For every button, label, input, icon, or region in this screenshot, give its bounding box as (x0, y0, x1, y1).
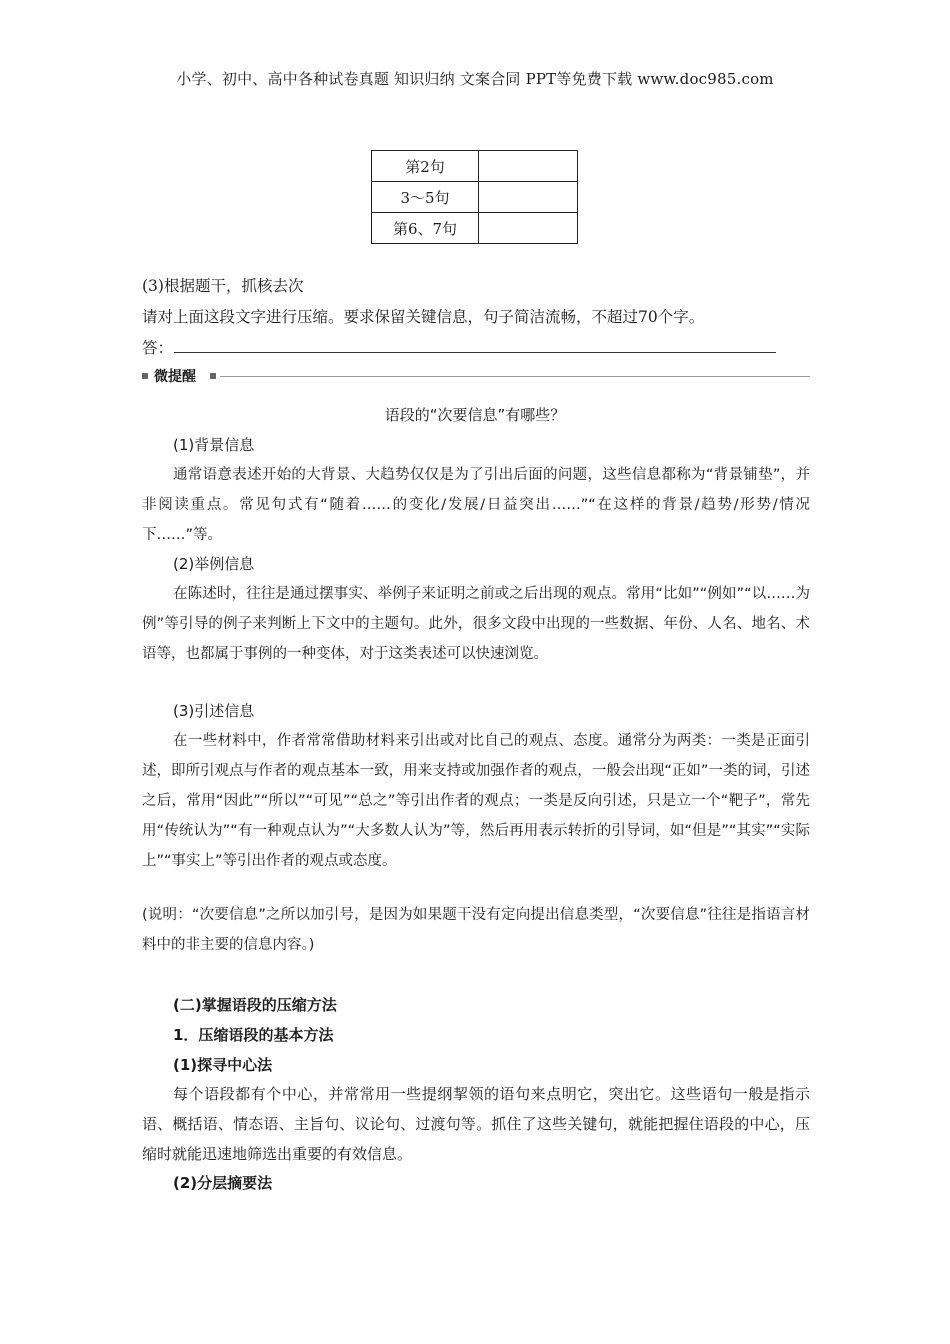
square-bullet-icon (142, 373, 148, 379)
section-2-title: (二)掌握语段的压缩方法 (173, 996, 337, 1014)
tip-section-1-text: 通常语意表述开始的大背景、大趋势仅仅是为了引出后面的问题，这些信息都称为“背景铺垫”，并非阅读重点。常见句式有“随着……的变化/发展/日益突出……”“在这样的背景/趋势/形势/情况下……”等。 (142, 467, 810, 543)
tip-section-3-title: (3)引述信息 (173, 702, 255, 720)
question-3-title: (3)根据题干，抓核去次 (142, 277, 304, 295)
table-cell-value (479, 151, 578, 182)
answer-line (174, 352, 776, 353)
tip-banner (142, 366, 810, 388)
answer-label: 答： (142, 339, 174, 357)
question-3-instruction: 请对上面这段文字进行压缩。要求保留关键信息，句子简洁流畅，不超过70个字。 (142, 308, 705, 326)
sentence-table (371, 150, 578, 244)
table-cell-label: 3～5句 (372, 182, 479, 213)
table-cell-label: 第6、7句 (372, 213, 479, 244)
tip-section-2-title: (2)举例信息 (173, 555, 255, 573)
square-bullet-icon (210, 373, 216, 379)
table-row (372, 182, 578, 213)
section-2-subtitle: 1．压缩语段的基本方法 (173, 1026, 334, 1044)
tip-note: (说明：“次要信息”之所以加引号，是因为如果题干没有定向提出信息类型，“次要信息”往往是指语言材料中的非主要的信息内容。) (142, 907, 810, 953)
table-row (372, 151, 578, 182)
table-row (372, 213, 578, 244)
tip-title: 语段的“次要信息”有哪些？ (384, 406, 566, 424)
page-header: 小学、初中、高中各种试卷真题 知识归纳 文案合同 PPT等免费下载 www.doc985.com (176, 70, 774, 88)
tip-section-1-title: (1)背景信息 (173, 436, 255, 454)
table-cell-value (479, 182, 578, 213)
table-cell-label: 第2句 (372, 151, 479, 182)
method-1-title: (1)探寻中心法 (173, 1056, 273, 1074)
divider (220, 376, 810, 377)
tip-section-3-text: 在一些材料中，作者常常借助材料来引出或对比自己的观点、态度。通常分为两类：一类是正面引述，即所引观点与作者的观点基本一致，用来支持或加强作者的观点，一般会出现“正如”一类的词，引述之后，常用“因此”“所以”“可见”“总之”等引出作者的观点；一类是反向引述，只是立一个“靶子”，常先用“传统认为”“有一种观点认为”“大多数人认为”等，然后再用表示转折的引导词，如“但是”“其实”“实际上”“事实上”等引出作者的观点或态度。 (142, 733, 810, 869)
tip-label: 微提醒 (154, 369, 196, 385)
tip-section-2-text: 在陈述时，往往是通过摆事实、举例子来证明之前或之后出现的观点。常用“比如”“例如”“以……为例”等引导的例子来判断上下文中的主题句。此外，很多文段中出现的一些数据、年份、人名、地名、术语等，也都属于事例的一种变体，对于这类表述可以快速浏览。 (142, 586, 810, 662)
method-2-title: (2)分层摘要法 (173, 1174, 273, 1192)
method-1-text: 每个语段都有个中心，并常常用一些提纲挈领的语句来点明它，突出它。这些语句一般是指示语、概括语、情态语、主旨句、议论句、过渡句等。抓住了这些关键句，就能把握住语段的中心，压缩时就能迅速地筛选出重要的有效信息。 (142, 1085, 810, 1163)
table-cell-value (479, 213, 578, 244)
